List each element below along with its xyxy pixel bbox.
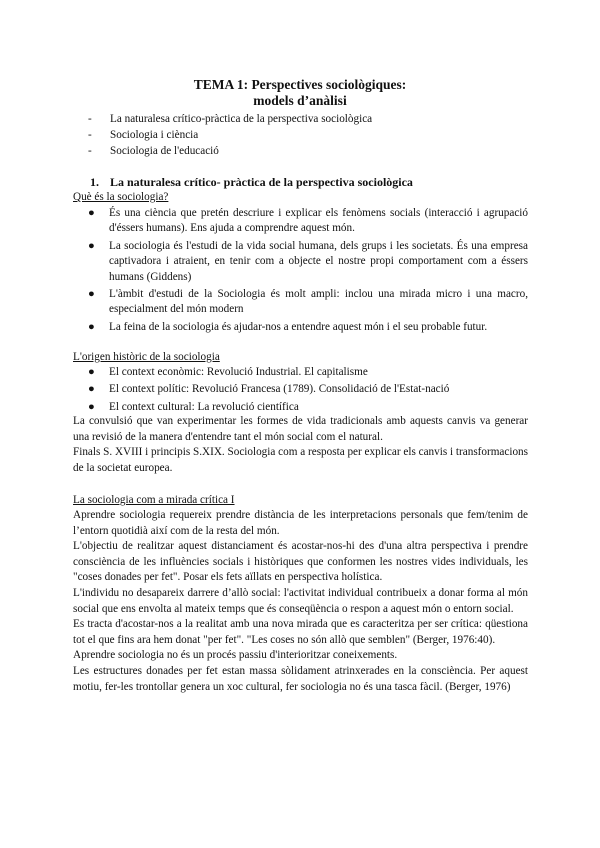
paragraph: Es tracta d'acostar-nos a la realitat amb una nova mirada que es caracteritza per ser crítica: qüestiona tot el que fins ara hem donat "per fet". "Les coses no són allò que semblen" (Berger, 1976:40). bbox=[73, 618, 528, 646]
document-title-line-2: models d’anàlisi bbox=[253, 93, 347, 108]
contents-item-text: Sociologia i ciència bbox=[110, 129, 199, 141]
bullet-icon: ● bbox=[88, 288, 95, 301]
paragraph: Aprendre sociologia requereix prendre distància de les interpretacions personals que fem/tenim de l’entorn quotidià així com de la resta del món. bbox=[73, 509, 528, 537]
subheading-mirada-critica: La sociologia com a mirada crítica I bbox=[73, 494, 235, 506]
list-item bbox=[88, 320, 528, 335]
contents-item bbox=[88, 143, 528, 159]
list-item bbox=[88, 382, 528, 397]
list-item-text: El context polític: Revolució Francesa (1789). Consolidació de l'Estat-nació bbox=[109, 383, 450, 396]
list-item bbox=[88, 365, 528, 380]
bullet-icon: ● bbox=[88, 400, 95, 413]
bullet-icon: ● bbox=[88, 383, 95, 396]
list-item-text: El context cultural: La revolució científica bbox=[109, 400, 299, 413]
section-1-heading bbox=[90, 175, 413, 189]
list-item bbox=[88, 239, 528, 285]
dash-marker: - bbox=[88, 129, 92, 141]
subheading-origen-historic: L'origen històric de la sociologia bbox=[73, 351, 220, 363]
list-item-text: És una ciència que pretén descriure i explicar els fenòmens socials (interacció i agrupació d'éssers humans). Ens ajuda a comprendre aquest món. bbox=[109, 207, 528, 235]
document-title-line-1: TEMA 1: Perspectives sociològiques: bbox=[193, 77, 407, 92]
paragraph: Les estructures donades per fet estan massa sòlidament atrinxerades en la consciència. Per aquest motiu, fer-les trontollar genera un xoc cultural, fer sociologia no és una tasca fàcil. (Berger, 1976) bbox=[73, 664, 528, 693]
bullet-icon: ● bbox=[88, 239, 95, 252]
paragraph: Finals S. XVIII i principis S.XIX. Sociologia com a resposta per explicar els canvis i transformacions de la societat europea. bbox=[73, 446, 528, 474]
bullet-icon: ● bbox=[88, 207, 95, 219]
dash-marker: - bbox=[88, 113, 92, 125]
bullet-icon: ● bbox=[88, 366, 95, 378]
contents-item bbox=[88, 127, 528, 143]
list-item-text: La feina de la sociologia és ajudar-nos a entendre aquest món i el seu probable futur. bbox=[109, 320, 488, 333]
sub1-bullet-list bbox=[88, 206, 528, 335]
bullet-icon: ● bbox=[88, 320, 95, 333]
list-item-text: La sociologia és l'estudi de la vida social humana, dels grups i les societats. És una empresa captivadora i atraient, en tenir com a objecte el nostre propi comportament com a éssers humans (Giddens) bbox=[109, 239, 528, 283]
contents-item-text: Sociologia de l'educació bbox=[110, 145, 219, 157]
contents-item-text: La naturalesa crítico-pràctica de la perspectiva sociològica bbox=[110, 113, 373, 125]
section-number: 1. bbox=[90, 175, 99, 189]
sub2-paragraphs bbox=[73, 414, 528, 476]
subheading-que-es-sociologia: Què és la sociologia? bbox=[73, 191, 169, 203]
contents-item bbox=[88, 111, 528, 127]
sub3-paragraphs bbox=[73, 508, 528, 695]
contents-list bbox=[88, 111, 528, 159]
list-item bbox=[88, 400, 528, 415]
list-item bbox=[88, 287, 528, 318]
paragraph: La convulsió que van experimentar les formes de vida tradicionals amb aquests canvis va generar una revisió de la manera d'entendre tant el món social com el natural. bbox=[73, 415, 528, 443]
paragraph: L'objectiu de realitzar aquest distanciament és acostar-nos-hi des d'una altra perspectiva i prendre consciència de les influències socials i històriques que conformen les nostres vides individuals, les "coses donades per fet". Posar els fets aïllats en perspectiva holística. bbox=[73, 540, 528, 584]
sub2-bullet-list bbox=[88, 365, 528, 415]
list-item-text: El context econòmic: Revolució Industrial. El capitalisme bbox=[109, 366, 368, 378]
dash-marker: - bbox=[88, 145, 92, 157]
paragraph: L'individu no desapareix darrere d’allò social: l'activitat individual contribueix a donar forma al món social que ens envolta al mateix temps que és conseqüència o respon a aquest món o entorn social. bbox=[73, 586, 528, 615]
section-title: La naturalesa crítico- pràctica de la perspectiva sociològica bbox=[110, 175, 413, 189]
paragraph: Aprendre sociologia no és un procés passiu d'interioritzar coneixements. bbox=[73, 649, 398, 662]
list-item bbox=[88, 206, 528, 237]
list-item-text: L'àmbit d'estudi de la Sociologia és molt ampli: inclou una mirada micro i una macro, especialment del món modern bbox=[109, 288, 528, 316]
